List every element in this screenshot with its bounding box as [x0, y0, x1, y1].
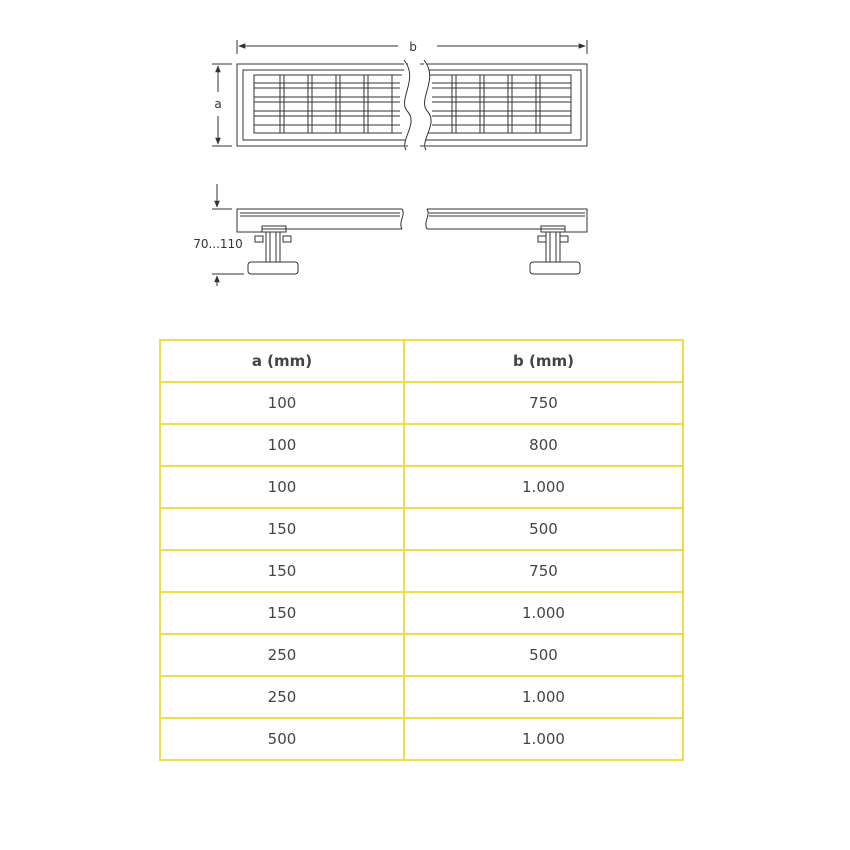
table-row	[160, 676, 683, 718]
cell-a: 100	[160, 382, 404, 424]
dimension-height-label: 70...110	[193, 237, 243, 251]
cell-b: 800	[404, 424, 683, 466]
table-header-row	[160, 340, 683, 382]
break-line-left	[404, 60, 411, 150]
cell-b: 750	[404, 550, 683, 592]
technical-drawing	[0, 0, 850, 330]
table-row	[160, 424, 683, 466]
column-header-a: a (mm)	[160, 340, 404, 382]
cell-b: 1.000	[404, 466, 683, 508]
cell-a: 100	[160, 466, 404, 508]
table-row	[160, 508, 683, 550]
table-row	[160, 592, 683, 634]
cell-a: 100	[160, 424, 404, 466]
cell-b: 1.000	[404, 592, 683, 634]
cell-a: 150	[160, 508, 404, 550]
cell-a: 150	[160, 550, 404, 592]
grille-slats-left	[254, 75, 400, 133]
cell-b: 750	[404, 382, 683, 424]
grille-side-view	[237, 209, 587, 274]
dimensions-table	[159, 339, 684, 761]
cell-a: 250	[160, 634, 404, 676]
grille-slats-right	[432, 75, 571, 133]
dimension-b	[237, 40, 587, 54]
adjustable-foot-right	[530, 226, 580, 274]
dimension-a	[212, 64, 232, 146]
adjustable-foot-left	[248, 226, 298, 274]
dimension-b-label: b	[409, 40, 417, 54]
table-row	[160, 718, 683, 760]
cell-b: 500	[404, 508, 683, 550]
dimension-height	[193, 184, 244, 286]
table-row	[160, 466, 683, 508]
break-line-right	[424, 60, 431, 150]
cell-b: 500	[404, 634, 683, 676]
table-row	[160, 634, 683, 676]
grille-top-view	[237, 60, 587, 150]
cell-b: 1.000	[404, 718, 683, 760]
dimension-a-label: a	[214, 97, 222, 111]
cell-a: 150	[160, 592, 404, 634]
cell-a: 500	[160, 718, 404, 760]
table-row	[160, 382, 683, 424]
column-header-b: b (mm)	[404, 340, 683, 382]
table-row	[160, 550, 683, 592]
cell-a: 250	[160, 676, 404, 718]
cell-b: 1.000	[404, 676, 683, 718]
